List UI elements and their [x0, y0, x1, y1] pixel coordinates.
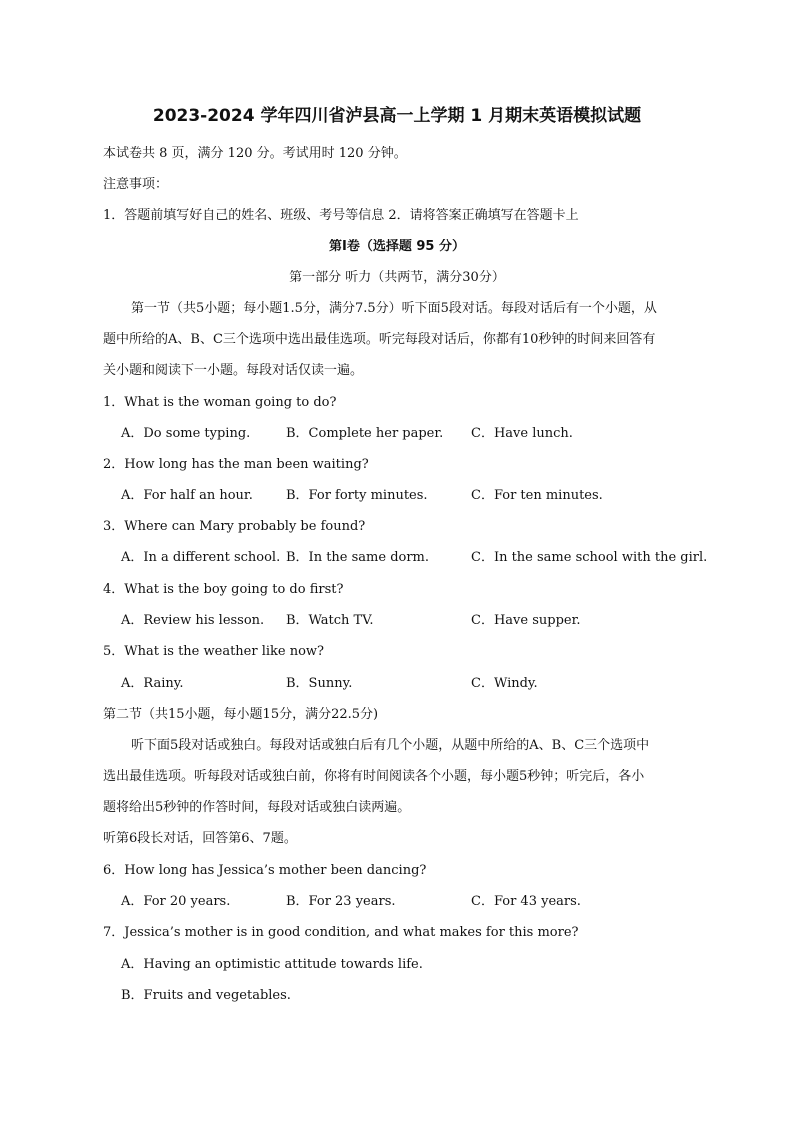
question-text: 7．Jessica’s mother is in good condition, and what makes for this more?	[103, 925, 579, 940]
option-b: B．Sunny.	[286, 676, 353, 691]
question-text: 1．What is the woman going to do?	[103, 395, 337, 410]
option-row	[121, 676, 734, 692]
option-a: A．Rainy.	[121, 676, 184, 691]
option-a: A．In a different school.	[121, 550, 281, 565]
option-c: C．For ten minutes.	[471, 488, 603, 503]
dialog-instruction: 听第6段长对话，回答第6、7题。	[103, 831, 297, 846]
option-b: B．For forty minutes.	[286, 488, 428, 503]
question-text: 3．Where can Mary probably be found?	[103, 519, 366, 534]
option-a: A．For 20 years.	[121, 894, 231, 909]
option-b: B．For 23 years.	[286, 894, 396, 909]
option-row	[121, 426, 734, 442]
option-a: A．Review his lesson.	[121, 613, 265, 628]
page-title: 2023-2024 学年四川省泸县高一上学期 1 月期末英语模拟试题	[152, 106, 642, 126]
notice-heading: 注意事项：	[103, 177, 169, 192]
intro-line: 本试卷共 8 页，满分 120 分。考试用时 120 分钟。	[103, 146, 407, 161]
option-row	[121, 613, 734, 629]
option-a: A．For half an hour.	[121, 488, 253, 503]
section2-instructions: 听下面5段对话或独白。每段对话或独白后有几个小题，从题中所给的A、B、C三个选项中	[131, 738, 650, 753]
option-b: B．Complete her paper.	[286, 426, 444, 441]
section2-heading: 第二节（共15小题，每小题15分，满分22.5分)	[103, 707, 379, 722]
notice-item: 1．答题前填写好自己的姓名、班级、考号等信息 2．请将答案正确填写在答题卡上	[103, 208, 579, 223]
section2-instructions: 选出最佳选项。听每段对话或独白前，你将有时间阅读各个小题，每小题5秒钟；听完后，各小	[103, 769, 645, 784]
section1-instructions: 第一节（共5小题；每小题1.5分，满分7.5分）听下面5段对话。每段对话后有一个小题，从	[131, 301, 657, 316]
section1-instructions: 关小题和阅读下一小题。每段对话仅读一遍。	[103, 363, 364, 378]
option-row	[121, 550, 734, 566]
option-b: B．Watch TV.	[286, 613, 374, 628]
option-a: A．Do some typing.	[121, 426, 251, 441]
question-text: 2．How long has the man been waiting?	[103, 457, 369, 472]
option-a: A．Having an optimistic attitude towards life.	[121, 957, 423, 972]
option-b: B．Fruits and vegetables.	[121, 988, 291, 1003]
option-c: C．For 43 years.	[471, 894, 581, 909]
option-row	[121, 894, 734, 910]
option-row	[121, 488, 734, 504]
section2-instructions: 题将给出5秒钟的作答时间，每段对话或独白读两遍。	[103, 800, 411, 815]
section1-instructions: 题中所给的A、B、C三个选项中选出最佳选项。听完每段对话后，你都有10秒钟的时间来回答有	[103, 332, 656, 347]
option-c: C．In the same school with the girl.	[471, 550, 708, 565]
volume-heading: 第Ⅰ卷（选择题 95 分）	[329, 239, 465, 254]
question-text: 5．What is the weather like now?	[103, 644, 325, 659]
option-c: C．Have lunch.	[471, 426, 573, 441]
part1-heading: 第一部分 听力（共两节，满分30分）	[289, 270, 505, 285]
question-text: 6．How long has Jessica’s mother been dancing?	[103, 863, 427, 878]
option-c: C．Windy.	[471, 676, 538, 691]
option-b: B．In the same dorm.	[286, 550, 430, 565]
option-c: C．Have supper.	[471, 613, 581, 628]
question-text: 4．What is the boy going to do first?	[103, 582, 344, 597]
